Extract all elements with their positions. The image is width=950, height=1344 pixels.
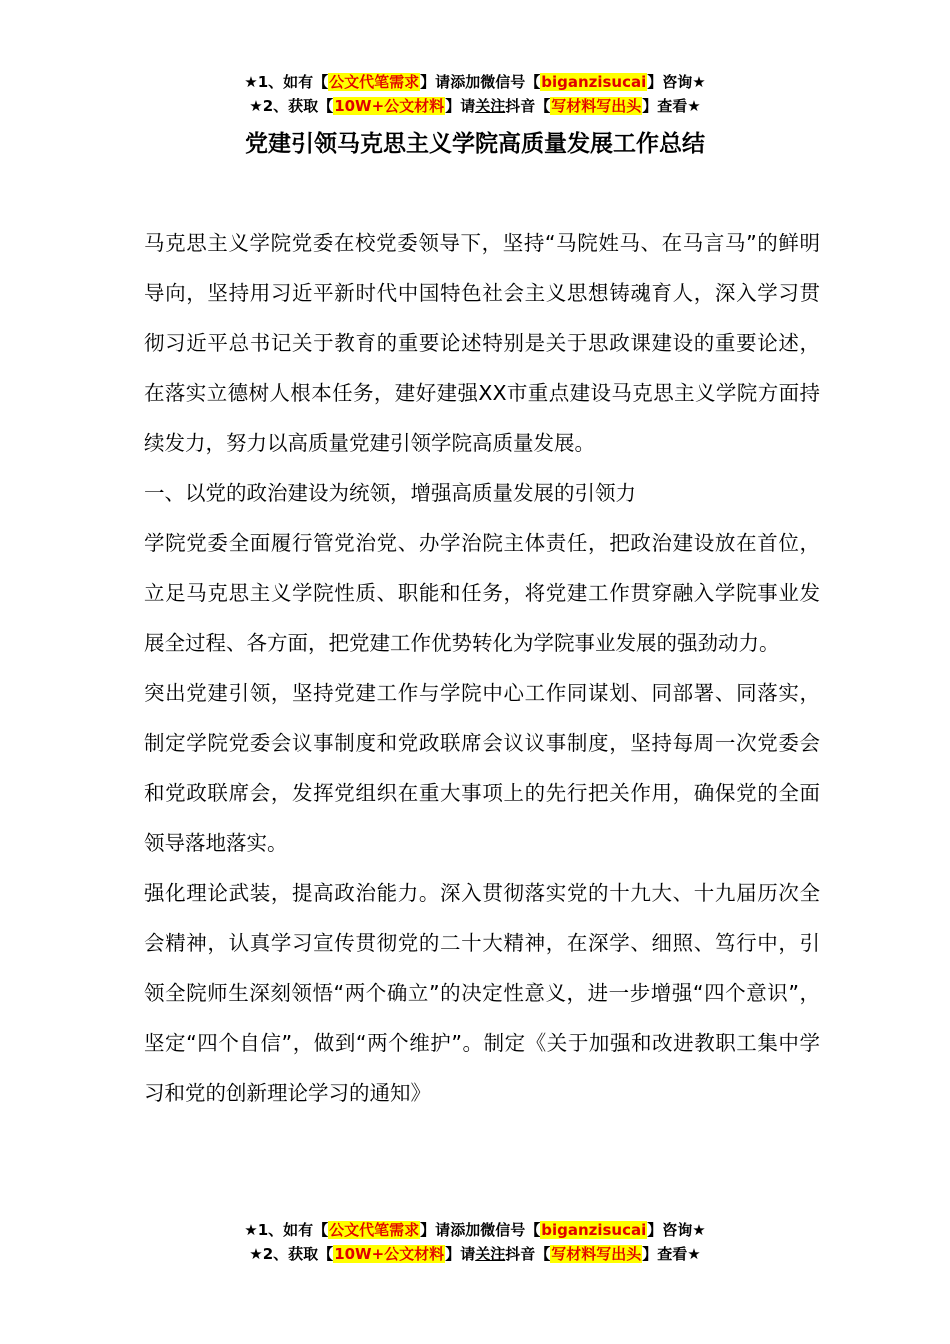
paragraph: 突出党建引领，坚持党建工作与学院中心工作同谋划、同部署、同落实，制定学院党委会议事制度和党政联席会议议事制度，坚持每周一次党委会和党政联席会，发挥党组织在重大事项上的先行把关作用，确保党的全面领导落地落实。 bbox=[144, 681, 820, 855]
section-heading: 一、以党的政治建设为统领，增强高质量发展的引领力 bbox=[144, 481, 636, 505]
promo-line-1: ★1、如有【公文代笔需求】请添加微信号【biganzisucai】咨询★ bbox=[244, 1221, 706, 1239]
highlight-service: 公文代笔需求 bbox=[329, 73, 420, 91]
paragraph: 学院党委全面履行管党治党、办学治院主体责任，把政治建设放在首位，立足马克思主义学院性质、职能和任务，将党建工作贯穿融入学院事业发展全过程、各方面，把党建工作优势转化为学院事业发展的强劲动力。 bbox=[144, 531, 820, 655]
highlight-douyin-id: 写材料写出头 bbox=[551, 1245, 642, 1263]
highlight-wechat-id: biganzisucai bbox=[541, 1221, 647, 1239]
highlight-service: 公文代笔需求 bbox=[329, 1221, 420, 1239]
paragraph: 强化理论武装，提高政治能力。深入贯彻落实党的十九大、十九届历次全会精神，认真学习宣传贯彻党的二十大精神，在深学、细照、笃行中，引领全院师生深刻领悟“两个确立”的决定性意义，进一步增强“四个意识”，坚定“四个自信”，做到“两个维护”。制定《关于加强和改进教职工集中学习和党的创新理论学习的通知》 bbox=[144, 881, 820, 1105]
promo-banner-top bbox=[0, 70, 950, 118]
highlight-wechat-id: biganzisucai bbox=[541, 73, 647, 91]
paragraph: 马克思主义学院党委在校党委领导下，坚持“马院姓马、在马言马”的鲜明导向，坚持用习近平新时代中国特色社会主义思想铸魂育人，深入学习贯彻习近平总书记关于教育的重要论述特别是关于思政课建设的重要论述，在落实立德树人根本任务，建好建强XX市重点建设马克思主义学院方面持续发力，努力以高质量党建引领学院高质量发展。 bbox=[144, 231, 820, 455]
promo-line-2: ★2、获取【10W+公文材料】请关注抖音【写材料写出头】查看★ bbox=[249, 97, 701, 115]
highlight-materials: 10W+公文材料 bbox=[334, 97, 445, 115]
highlight-douyin-id: 写材料写出头 bbox=[551, 97, 642, 115]
promo-line-2: ★2、获取【10W+公文材料】请关注抖音【写材料写出头】查看★ bbox=[249, 1245, 701, 1263]
document-body bbox=[144, 218, 820, 1118]
promo-line-1: ★1、如有【公文代笔需求】请添加微信号【biganzisucai】咨询★ bbox=[244, 73, 706, 91]
highlight-materials: 10W+公文材料 bbox=[334, 1245, 445, 1263]
document-title: 党建引领马克思主义学院高质量发展工作总结 bbox=[245, 131, 705, 157]
promo-banner-bottom bbox=[0, 1218, 950, 1266]
